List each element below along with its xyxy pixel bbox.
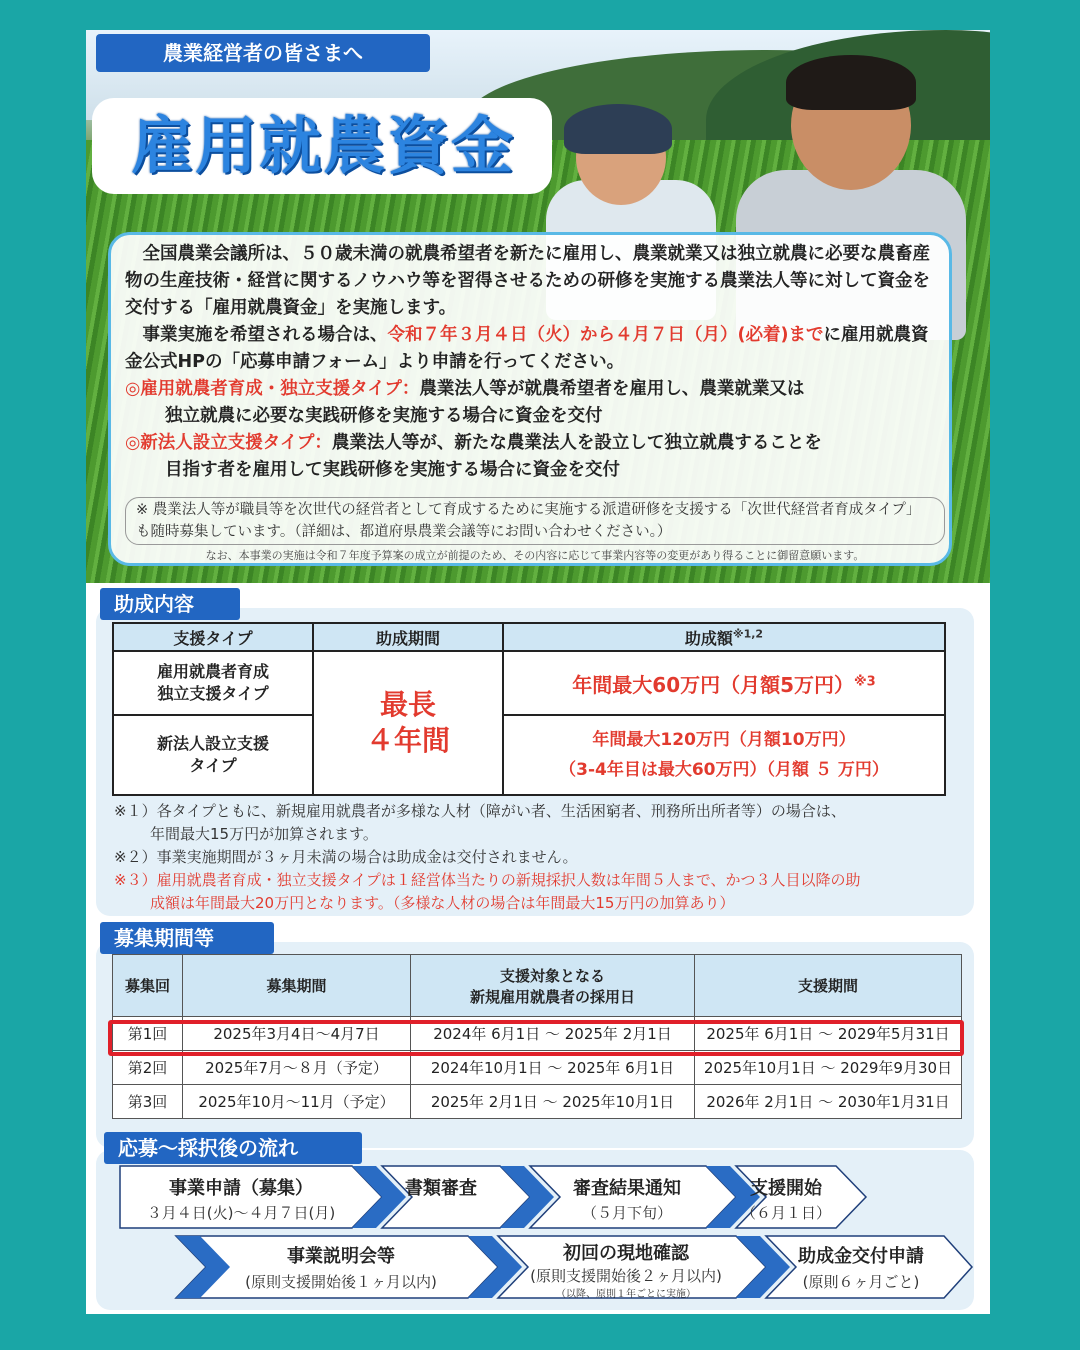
type2-line-2: 目指す者を雇用して実践研修を実施する場合に資金を交付: [165, 460, 620, 480]
budget-note: なお、本事業の実施は令和７年度予算案の成立が前提のため、その内容に応じて事業内容等の変更があり得ることに御留意願います。: [205, 549, 865, 562]
table-row: 第2回 2025年7月～８月（予定） 2024年10月1日 ～ 2025年 6月1日 2025年10月1日 ～ 2029年9月30日: [113, 1051, 962, 1085]
header-hire-date: 支援対象となる 新規雇用就農者の採用日: [411, 955, 695, 1017]
page-title: 雇用就農資金: [130, 109, 515, 182]
flow-step-start: 支援開始: [750, 1178, 822, 1199]
type1-line: ◎雇用就農者育成・独立支援タイプ：農業法人等が就農希望者を雇用し、農業就業又は: [125, 379, 805, 399]
header-support-period: 支援期間: [695, 955, 962, 1017]
flow-step-grant-apply: 助成金交付申請: [798, 1246, 924, 1267]
flow-step-briefing: 事業説明会等: [287, 1246, 395, 1267]
flow-step-review: 書類審査: [405, 1178, 477, 1199]
header-period: 助成期間: [313, 623, 503, 651]
type1-cell: 雇用就農者育成 独立支援タイプ: [113, 651, 313, 715]
amount1-cell: 年間最大60万円（月額5万円）$^{※3}$: [503, 651, 945, 715]
section-subsidy: 助成内容: [100, 588, 240, 620]
table-row: 第1回 2025年3月4日～4月7日 2024年 6月1日 ～ 2025年 2月1日 2025年 6月1日 ～ 2029年5月31日: [113, 1017, 962, 1051]
flow-step-result: 審査結果通知: [573, 1178, 681, 1199]
section-flow: 応募～採択後の流れ: [104, 1132, 362, 1164]
amount2-cell: 年間最大120万円（月額10万円） （3-4年目は最大60万円）（月額 ５ 万円）: [503, 715, 945, 795]
period-cell: 最長 ４年間: [313, 651, 503, 795]
flow-step-site-check: 初回の現地確認: [563, 1243, 689, 1264]
flow-arrows: [86, 30, 990, 1314]
table-row: 第3回 2025年10月～11月（予定） 2025年 2月1日 ～ 2025年10月1日 2026年 2月1日 ～ 2030年1月31日: [113, 1085, 962, 1119]
header-type: 支援タイプ: [113, 623, 313, 651]
type2-line: ◎新法人設立支援タイプ：農業法人等が、新たな農業法人を設立して独立就農することを: [125, 433, 822, 453]
header-period: 募集期間: [183, 955, 411, 1017]
intro-deadline: 事業実施を希望される場合は、令和７年３月４日（火）から４月７日（月）(必着)までに雇用就農資金公式HPの「応募申請フォーム」より申請を行ってください。: [125, 325, 929, 372]
flyer-sheet: 農業経営者の皆さまへ 雇用就農資金 全国農業会議所は、５０歳未満の就農希望者を新たに雇用し、農業就業又は独立就農に必要な農畜産物の生産技術・経営に関するノウハウ等を習得させるための研修を実施する農業法人等に対して資金を交付する「雇用就農資金」を実施します。 事業実施を希望される場合は、令和７年３月４日（火）から４月７日（月）(必着)までに雇用就農資金公式HPの「応募申請フォーム」より申請を行ってください。 ◎雇用就農者育成・独立支援タイプ：農業法人等が就農希望者を雇用し、農業就業又は 独立就農に必要な実践研修を実施する場合に資金を交付 ◎新法人設立支援タイプ：農業法人等が、新たな農業法人を設立して独立就農することを 目指す者を雇用して実践研修を実施する場合に資金を交付 ※ 農業法人等が職員等を次世代の経営者として育成するために実施する派遣研修を支援する「次世代経営者育成タイプ」も随時募集しています。（詳細は、都道府県農業会議等にお問い合わせください。） なお、本事業の実施は令和７年度予算案の成立が前提のため、その内容に応じて事業内容等の変更があり得ることに御留意願います。 助成内容 支援タイプ 助成期間 助成額$^{※1,2}$ 雇用就農者育成 独立支援タイプ 最長 ４年間 年間最大60万円（月額5万円）$^{※3}$ 新法人設立支援 タイプ 年間最大120万円（月額10万円） （3-4年目は最大60万円）（月額 ５ 万円） ※１）各タイプともに、新規雇用就農者が多様な人材（障がい者、生活困窮者、刑務所出所者等）の場合は、 年間最大15万円が加算されます。 ※２）事業実施期間が３ヶ月未満の場合は助成金は交付されません。 ※３）雇用就農者育成・独立支援タイプは１経営体当たりの新規採択人数は年間５人まで、かつ３人目以降の助 成額は年間最大20万円となります。（多様な人材の場合は年間最大15万円の加算あり） 募集期間等 募集回 募集期間 支援対象となる 新規雇用就農者の採用日 支援期間 第1回 2025年3月4日～4月7日 2024年 6月1日 ～ 2025年 2月1日 2025年 6月1日 ～ 2029年5月31日 第2回 2025年7月～８月（予定） 2024年10月1日 ～ 2025年 6月1日 2025年10月1日 ～ 2029年9月30日 第3回 2025年10月～11月（予定） 2025年 2月1日 ～ 2025年10月1日 2026年 2月1日 ～ 2030年1月31日 応募～採択後の流れ 事業申請（募集） ３月４日(火)～４月７日(月) 書類審査 審査結果通知 （５月下旬） 支援開始 （６月１日） 事業説明会等 (原則支援開始後１ヶ月以内) 初回の現地確認 (原則支援開始後２ヶ月以内) （以降、原則１年ごとに実施） 助成金交付申請 (原則６ヶ月ごと): [86, 30, 990, 1314]
next-gen-note: ※ 農業法人等が職員等を次世代の経営者として育成するために実施する派遣研修を支援する「次世代経営者育成タイプ」も随時募集しています。（詳細は、都道府県農業会議等にお問い合わせください。）: [125, 497, 945, 545]
type2-cell: 新法人設立支援 タイプ: [113, 715, 313, 795]
type1-line-2: 独立就農に必要な実践研修を実施する場合に資金を交付: [165, 406, 603, 426]
deadline-text: 令和７年３月４日（火）から４月７日（月）(必着)まで: [387, 325, 824, 345]
header-round: 募集回: [113, 955, 183, 1017]
flow-step-apply: 事業申請（募集）: [169, 1178, 313, 1199]
header-amount: 助成額$^{※1,2}$: [503, 623, 945, 651]
audience-tag: 農業経営者の皆さまへ: [96, 34, 430, 72]
intro-paragraph: 全国農業会議所は、５０歳未満の就農希望者を新たに雇用し、農業就業又は独立就農に必要な農畜産物の生産技術・経営に関するノウハウ等を習得させるための研修を実施する農業法人等に対して資金を交付する「雇用就農資金」を実施します。: [125, 244, 930, 318]
subsidy-notes: ※１）各タイプともに、新規雇用就農者が多様な人材（障がい者、生活困窮者、刑務所出所者等）の場合は、 年間最大15万円が加算されます。 ※２）事業実施期間が３ヶ月未満の場合は助成金は交付されません。 ※３）雇用就農者育成・独立支援タイプは１経営体当たりの新規採択人数は年間５人まで、かつ３人目以降の助 成額は年間最大20万円となります。（多様な人材の場合は年間最大15万円の加算あり）: [114, 802, 861, 912]
section-recruit: 募集期間等: [100, 922, 274, 954]
